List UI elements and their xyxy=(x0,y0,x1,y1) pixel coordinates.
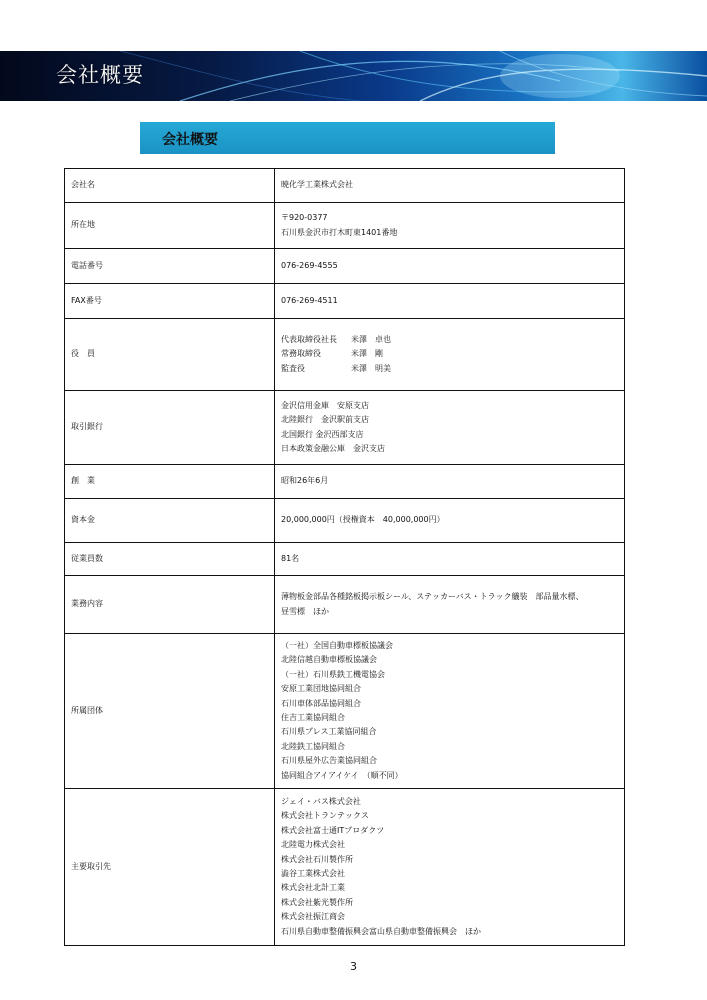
row-value: 薄物板金部品各種銘板掲示板シール、ステッカーバス・トラック艤装 部品量水標、 昼雪標 ほか xyxy=(275,576,625,634)
table-row xyxy=(65,391,625,465)
row-value: 代表取締役社長 米澤 卓也 常務取締役 米澤 剛 監査役 米澤 明美 xyxy=(275,319,625,391)
table-row xyxy=(65,203,625,249)
section-heading-bar xyxy=(140,122,555,154)
row-value: ジェイ・バス株式会社 株式会社トランテックス 株式会社富士通ITプロダクツ 北陸電力株式会社 株式会社石川製作所 澁谷工業株式会社 株式会社北計工業 株式会社紫光製作所 株式会社振江商会 石川県自動車整備振興会富山県自動車整備振興会 ほか xyxy=(275,789,625,946)
row-label: 主要取引先 xyxy=(65,789,275,946)
table-row xyxy=(65,789,625,946)
row-value: 20,000,000円（授権資本 40,000,000円） xyxy=(275,499,625,543)
row-label: 取引銀行 xyxy=(65,391,275,465)
page-number: 3 xyxy=(350,960,357,973)
table-row xyxy=(65,284,625,319)
row-value: 076-269-4555 xyxy=(275,249,625,284)
row-label: 所在地 xyxy=(65,203,275,249)
row-value: 〒920-0377 石川県金沢市打木町東1401番地 xyxy=(275,203,625,249)
row-value: 金沢信用金庫 安原支店 北陸銀行 金沢駅前支店 北国銀行 金沢西部支店 日本政策金融公庫 金沢支店 xyxy=(275,391,625,465)
table-row xyxy=(65,169,625,203)
row-value: （一社）全国自動車標板協議会 北陸信越自動車標板協議会 （一社）石川県鉄工機電協会 安原工業団地協同組合 石川車体部品協同組合 住吉工業協同組合 石川県プレス工業協同組合 北陸鉄工協同組合 石川県屋外広告業協同組合 協同組合アイアイケイ （順不同） xyxy=(275,634,625,789)
table-row xyxy=(65,249,625,284)
row-value: 昭和26年6月 xyxy=(275,465,625,499)
section-title: 会社概要 xyxy=(162,132,218,148)
header-banner xyxy=(0,51,707,101)
company-profile-table xyxy=(64,168,625,946)
row-label: 電話番号 xyxy=(65,249,275,284)
table-row xyxy=(65,499,625,543)
banner-title: 会社概要 xyxy=(56,63,144,87)
table-row xyxy=(65,634,625,789)
table-row xyxy=(65,465,625,499)
row-value: 81名 xyxy=(275,543,625,576)
row-label: 所属団体 xyxy=(65,634,275,789)
row-label: 会社名 xyxy=(65,169,275,203)
row-label: 創 業 xyxy=(65,465,275,499)
row-label: 資本金 xyxy=(65,499,275,543)
row-label: 役 員 xyxy=(65,319,275,391)
row-label: 従業員数 xyxy=(65,543,275,576)
row-value: 暁化学工業株式会社 xyxy=(275,169,625,203)
table-row xyxy=(65,543,625,576)
row-value: 076-269-4511 xyxy=(275,284,625,319)
row-label: 業務内容 xyxy=(65,576,275,634)
table-row xyxy=(65,576,625,634)
table-row xyxy=(65,319,625,391)
row-label: FAX番号 xyxy=(65,284,275,319)
